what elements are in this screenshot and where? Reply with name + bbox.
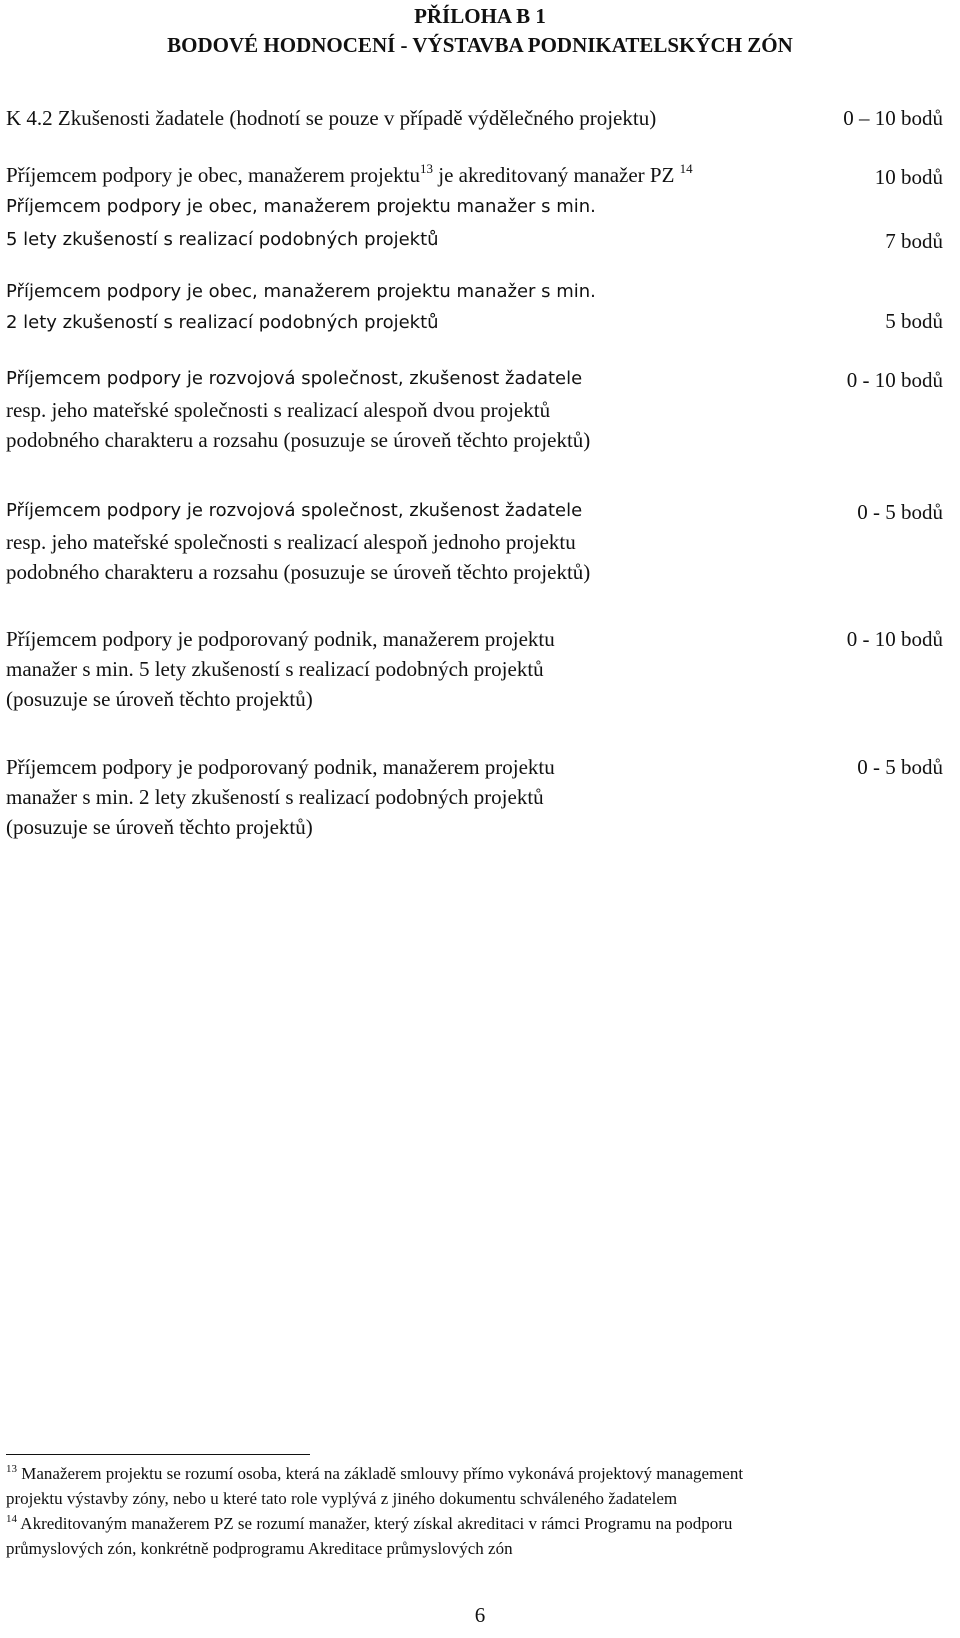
criterion-7-points: 0 - 5 bodů	[857, 755, 943, 779]
criterion-4-line3: podobného charakteru a rozsahu (posuzuje se úroveň těchto projektů)	[6, 428, 591, 452]
criterion-5-points: 0 - 5 bodů	[857, 500, 943, 524]
criterion-4-line2: resp. jeho mateřské společnosti s realizací alespoň dvou projektů	[6, 398, 551, 422]
footnote-separator	[6, 1454, 310, 1455]
footnote-14-text: Akreditovaným manažerem PZ se rozumí manažer, který získal akreditaci v rámci Programu na podporu	[17, 1514, 733, 1533]
criterion-7-line2: manažer s min. 2 lety zkušeností s realizací podobných projektů	[6, 785, 544, 809]
criterion-7-line3: (posuzuje se úroveň těchto projektů)	[6, 815, 313, 839]
footnote-14-number: 14	[6, 1513, 17, 1525]
footnote-13-line1	[6, 1464, 743, 1484]
criterion-6-line1: Příjemcem podpory je podporovaný podnik, manažerem projektu	[6, 627, 555, 651]
footnote-14-line2: průmyslových zón, konkrétně podprogramu Akreditace průmyslových zón	[6, 1539, 513, 1558]
footnote-13-text: Manažerem projektu se rozumí osoba, která na základě smlouvy přímo vykonává projektový management	[17, 1464, 744, 1483]
criterion-1-part1: Příjemcem podpory je obec, manažerem projektu	[6, 163, 421, 187]
criterion-2-line2: 5 lety zkušeností s realizací podobných projektů	[6, 229, 439, 250]
page-title-line2: BODOVÉ HODNOCENÍ - VÝSTAVBA PODNIKATELSKÝCH ZÓN	[167, 33, 793, 57]
criterion-2-points: 7 bodů	[885, 229, 943, 253]
footnote-ref-13: 13	[420, 161, 434, 176]
criterion-3-line2: 2 lety zkušeností s realizací podobných projektů	[6, 312, 439, 333]
criterion-1-points: 10 bodů	[874, 165, 943, 189]
criterion-5-line3: podobného charakteru a rozsahu (posuzuje se úroveň těchto projektů)	[6, 560, 591, 584]
criterion-7-line1: Příjemcem podpory je podporovaný podnik, manažerem projektu	[6, 755, 555, 779]
criterion-1-part2: je akreditovaný manažer PZ	[433, 163, 675, 187]
page-number: 6	[474, 1603, 486, 1627]
criterion-6-line3: (posuzuje se úroveň těchto projektů)	[6, 687, 313, 711]
footnote-13-number: 13	[6, 1463, 17, 1475]
criterion-4-points: 0 - 10 bodů	[846, 368, 943, 392]
criterion-2-line1: Příjemcem podpory je obec, manažerem projektu manažer s min.	[6, 196, 596, 217]
section-title: K 4.2 Zkušenosti žadatele (hodnotí se pouze v případě výdělečného projektu)	[6, 106, 657, 130]
criterion-6-line2: manažer s min. 5 lety zkušeností s realizací podobných projektů	[6, 657, 544, 681]
criterion-1-text	[6, 163, 693, 188]
page-title-line1: PŘÍLOHA B 1	[414, 4, 546, 28]
criterion-3-line1: Příjemcem podpory je obec, manažerem projektu manažer s min.	[6, 281, 596, 302]
criterion-4-line1: Příjemcem podpory je rozvojová společnost, zkušenost žadatele	[6, 368, 583, 389]
section-points: 0 – 10 bodů	[843, 106, 943, 130]
criterion-5-line1: Příjemcem podpory je rozvojová společnost, zkušenost žadatele	[6, 500, 583, 521]
footnote-13-line2: projektu výstavby zóny, nebo u které tato role vyplývá z jiného dokumentu schváleného žadatelem	[6, 1489, 678, 1508]
criterion-6-points: 0 - 10 bodů	[846, 627, 943, 651]
footnote-ref-14: 14	[679, 161, 693, 176]
criterion-3-points: 5 bodů	[885, 309, 943, 333]
criterion-5-line2: resp. jeho mateřské společnosti s realizací alespoň jednoho projektu	[6, 530, 576, 554]
footnote-14-line1	[6, 1514, 732, 1534]
